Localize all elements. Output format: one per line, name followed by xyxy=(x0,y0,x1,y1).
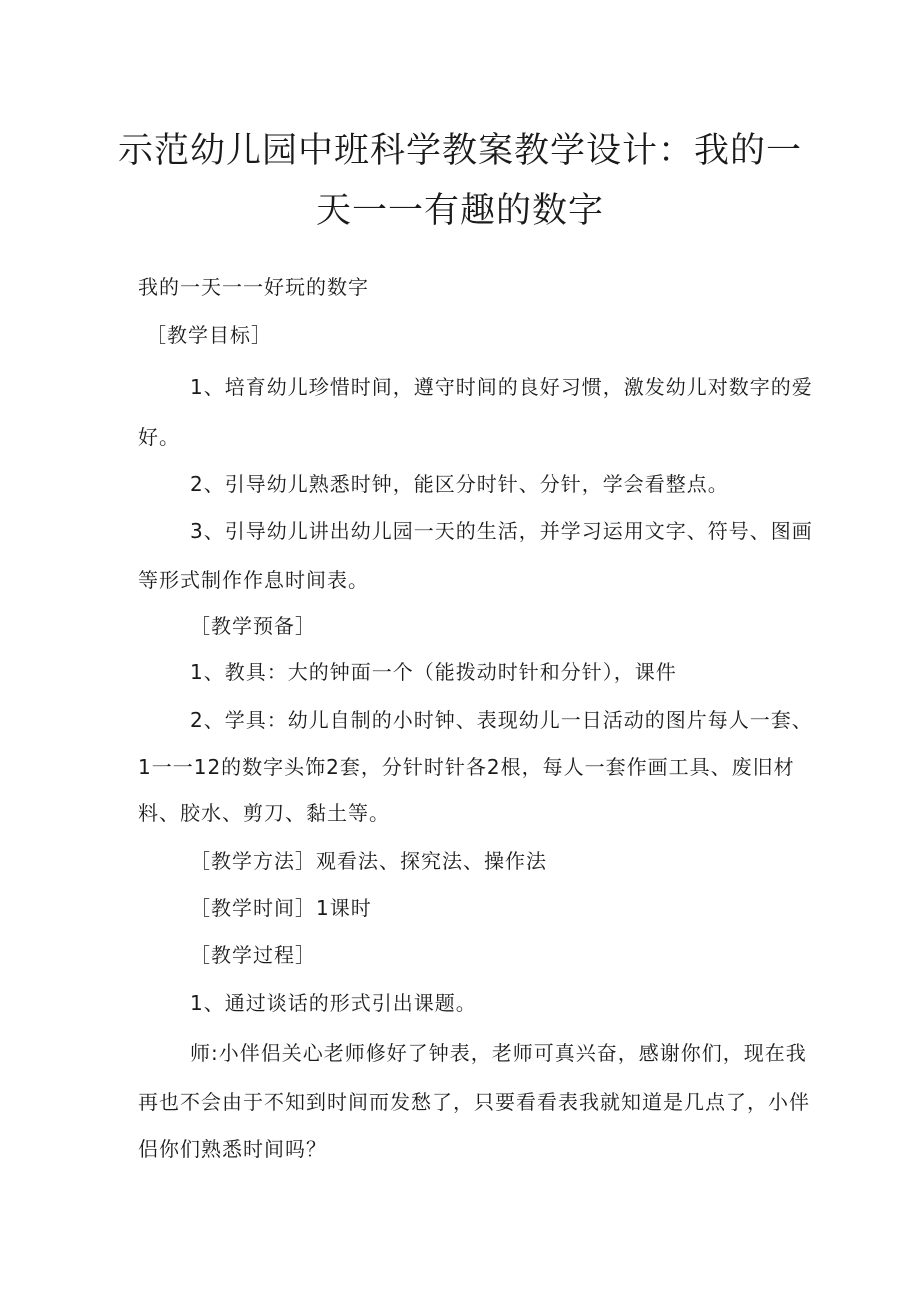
goal-1-line-2: 好。 xyxy=(138,425,180,449)
goals-heading: ［教学目标］ xyxy=(146,323,272,347)
subtitle: 我的一天一一好玩的数字 xyxy=(138,275,369,299)
document-title-line-1: 示范幼儿园中班科学教案教学设计：我的一 xyxy=(117,131,802,171)
goal-2: 2、引导幼儿熟悉时钟，能区分时针、分针，学会看整点。 xyxy=(190,472,729,496)
document-title-line-2: 天一一有趣的数字 xyxy=(315,191,604,231)
time-line: ［教学时间］1课时 xyxy=(190,896,372,920)
method-line: ［教学方法］观看法、探究法、操作法 xyxy=(190,849,547,873)
goal-3-line-2: 等形式制作作息时间表。 xyxy=(138,568,369,592)
prep-1: 1、教具：大的钟面一个（能拨动时针和分针），课件 xyxy=(190,660,677,684)
prep-2-line-2: 1一一12的数字头饰2套，分针时针各2根，每人一套作画工具、废旧材 xyxy=(138,755,795,779)
process-1: 1、通过谈话的形式引出课题。 xyxy=(190,991,477,1015)
process-heading: ［教学过程］ xyxy=(190,943,316,967)
dialogue-line-3: 侣你们熟悉时间吗？ xyxy=(138,1137,327,1161)
dialogue-line-2: 再也不会由于不知到时间而发愁了，只要看看表我就知道是几点了，小伴 xyxy=(138,1090,810,1114)
goal-1-line-1: 1、培育幼儿珍惜时间，遵守时间的良好习惯，激发幼儿对数字的爱 xyxy=(190,375,813,399)
prep-2-line-1: 2、学具：幼儿自制的小时钟、表现幼儿一日活动的图片每人一套、 xyxy=(190,708,813,732)
goal-3-line-1: 3、引导幼儿讲出幼儿园一天的生活，并学习运用文字、符号、图画 xyxy=(190,519,813,543)
dialogue-line-1: 师:小伴侣关心老师修好了钟表，老师可真兴奋，感谢你们，现在我 xyxy=(190,1041,807,1065)
prep-2-line-3: 料、胶水、剪刀、黏土等。 xyxy=(138,801,390,825)
prep-heading: ［教学预备］ xyxy=(190,614,316,638)
